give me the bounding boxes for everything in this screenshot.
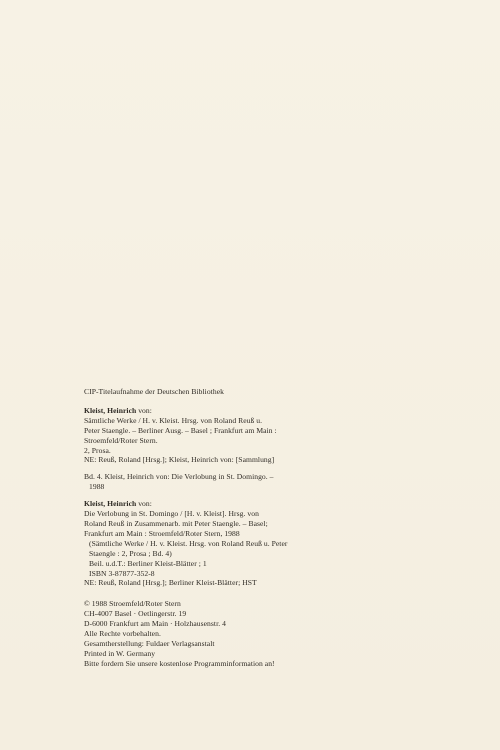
cip-heading: CIP-Titelaufnahme der Deutschen Bibliothek bbox=[84, 387, 224, 396]
entry-line: Sämtliche Werke / H. v. Kleist. Hrsg. von Roland Reuß u. bbox=[84, 415, 263, 425]
entry-ne-line: NE: Reuß, Roland [Hrsg.]; Berliner Kleist-Blätter; HST bbox=[84, 578, 257, 588]
entry-line-indented: 1988 bbox=[89, 482, 105, 492]
entry-author-suffix: von: bbox=[136, 499, 152, 509]
entry-author-line bbox=[84, 499, 424, 509]
entry-line: NE: Reuß, Roland [Hrsg.]; Kleist, Heinrich von: [Sammlung] bbox=[84, 455, 275, 465]
entry-line: Stroemfeld/Roter Stern. bbox=[84, 435, 158, 445]
entry-author-line bbox=[84, 406, 424, 416]
imprint-address-frankfurt: D-6000 Frankfurt am Main · Holzhausenstr. 4 bbox=[84, 619, 226, 629]
imprint-rights: Alle Rechte vorbehalten. bbox=[84, 629, 161, 639]
entry-line: Die Verlobung in St. Domingo / [H. v. Kleist]. Hrsg. von bbox=[84, 509, 259, 519]
entry-line-indented: Beil. u.d.T.: Berliner Kleist-Blätter ; 1 bbox=[89, 558, 207, 568]
imprint-address-basel: CH-4007 Basel · Oetlingerstr. 19 bbox=[84, 609, 187, 619]
entry-author-suffix: von: bbox=[136, 405, 152, 415]
imprint-request: Bitte fordern Sie unsere kostenlose Programminformation an! bbox=[84, 658, 275, 668]
entry-line: Bd. 4. Kleist, Heinrich von: Die Verlobung in St. Domingo. – bbox=[84, 472, 274, 482]
imprint-copyright: © 1988 Stroemfeld/Roter Stern bbox=[84, 599, 181, 609]
cip-entry-collected-works bbox=[84, 406, 424, 465]
cip-entry-verlobung bbox=[84, 499, 424, 588]
entry-line: Frankfurt am Main : Stroemfeld/Roter Stern, 1988 bbox=[84, 528, 240, 538]
entry-author-name: Kleist, Heinrich bbox=[84, 405, 137, 415]
entry-line-indented: (Sämtliche Werke / H. v. Kleist. Hrsg. von Roland Reuß u. Peter bbox=[89, 538, 288, 548]
entry-line: 2, Prosa. bbox=[84, 445, 111, 455]
entry-author-name: Kleist, Heinrich bbox=[84, 499, 137, 509]
entry-line: Roland Reuß in Zusammenarb. mit Peter Staengle. – Basel; bbox=[84, 518, 268, 528]
imprint-printed-in: Printed in W. Germany bbox=[84, 648, 156, 658]
cip-entry-volume-4 bbox=[84, 472, 424, 492]
entry-line-indented: Staengle : 2, Prosa ; Bd. 4) bbox=[89, 548, 172, 558]
imprint bbox=[84, 599, 424, 668]
entry-line-indented: ISBN 3-87877-352-8 bbox=[89, 568, 155, 578]
cip-record bbox=[84, 387, 424, 669]
imprint-production: Gesamtherstellung: Fuldaer Verlagsanstalt bbox=[84, 638, 215, 648]
entry-line: Peter Staengle. – Berliner Ausg. – Basel ; Frankfurt am Main : bbox=[84, 425, 277, 435]
